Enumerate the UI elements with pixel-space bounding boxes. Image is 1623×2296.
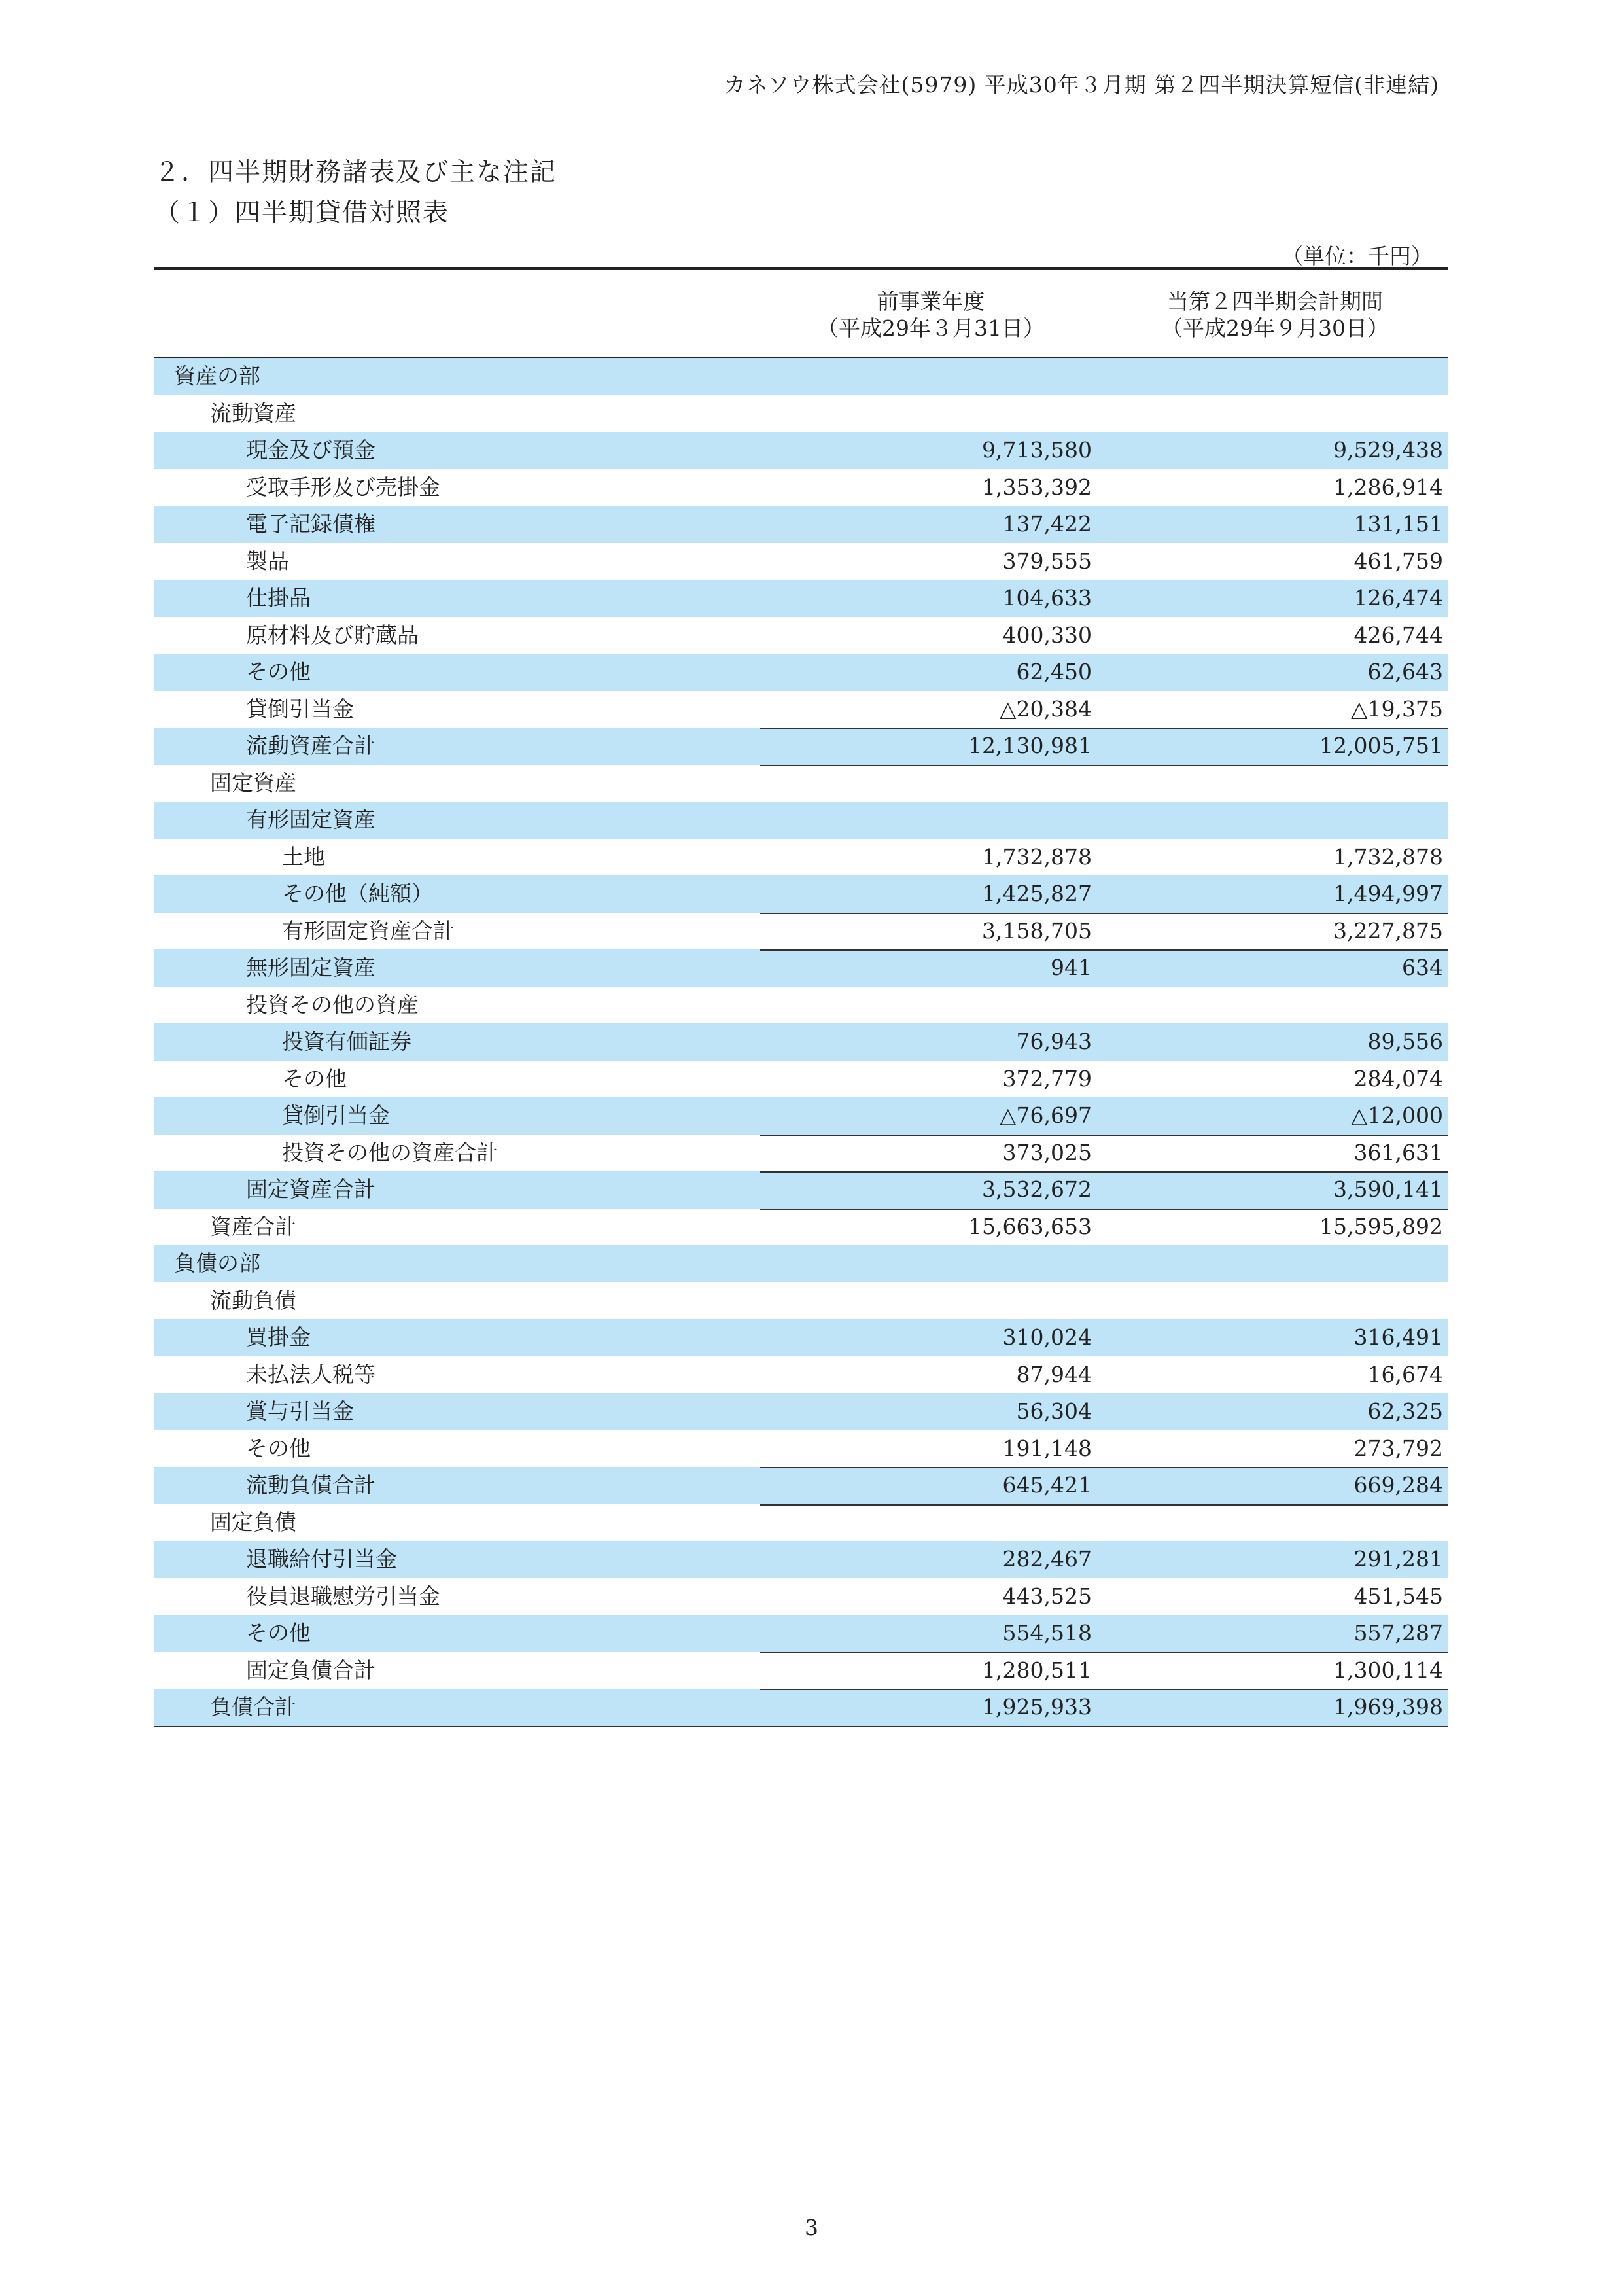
- row-label: 負債合計: [210, 1694, 296, 1720]
- value-previous-year: 15,663,653: [968, 1213, 1092, 1239]
- table-row: [154, 987, 1448, 1024]
- table-row: [154, 395, 1448, 433]
- table-row: [154, 1171, 1448, 1209]
- value-current-quarter: 15,595,892: [1319, 1213, 1443, 1239]
- value-previous-year: 1,732,878: [982, 843, 1092, 870]
- value-current-quarter: △12,000: [1351, 1103, 1443, 1128]
- row-label: 現金及び預金: [246, 437, 375, 463]
- row-label: 固定資産: [210, 769, 296, 796]
- row-label: 投資有価証券: [282, 1029, 411, 1054]
- table-row: [154, 1319, 1448, 1356]
- value-previous-year: 400,330: [1002, 622, 1092, 648]
- value-previous-year: 1,353,392: [982, 474, 1092, 500]
- table-row: [154, 1689, 1448, 1727]
- table-row: [154, 580, 1448, 617]
- value-previous-year: 56,304: [1016, 1398, 1092, 1424]
- value-current-quarter: 89,556: [1367, 1029, 1443, 1054]
- table-row: [154, 358, 1448, 395]
- table-row: [154, 1467, 1448, 1504]
- column-header-current-date: （平成29年９月30日）: [1161, 315, 1389, 341]
- value-current-quarter: 291,281: [1353, 1546, 1443, 1572]
- table-row: [154, 839, 1448, 876]
- table-row: [154, 654, 1448, 691]
- table-row: [154, 1245, 1448, 1282]
- row-label: 投資その他の資産合計: [282, 1139, 498, 1165]
- table-row: [154, 913, 1448, 950]
- value-current-quarter: 461,759: [1353, 548, 1443, 574]
- table-row: [154, 1135, 1448, 1172]
- value-current-quarter: 62,643: [1367, 659, 1443, 684]
- table-row: [154, 1061, 1448, 1098]
- row-label: 買掛金: [246, 1324, 311, 1350]
- column-header-previous-year: [760, 288, 1102, 342]
- row-label: 有形固定資産: [246, 807, 375, 832]
- row-label: その他: [246, 659, 311, 684]
- table-row: [154, 543, 1448, 580]
- value-current-quarter: 316,491: [1353, 1324, 1443, 1350]
- table-row: [154, 506, 1448, 543]
- row-label: 負債の部: [174, 1250, 260, 1276]
- value-previous-year: 137,422: [1002, 511, 1092, 537]
- column-header-previous-date: （平成29年３月31日）: [817, 315, 1045, 341]
- value-previous-year: 941: [1051, 955, 1092, 980]
- value-previous-year: 1,925,933: [982, 1694, 1092, 1720]
- table-body: [154, 358, 1448, 1727]
- value-previous-year: 87,944: [1016, 1361, 1092, 1387]
- table-row: [154, 1430, 1448, 1468]
- table-row: [154, 1652, 1448, 1689]
- value-current-quarter: 12,005,751: [1319, 733, 1443, 758]
- value-previous-year: 3,532,672: [982, 1176, 1092, 1202]
- value-current-quarter: 62,325: [1367, 1398, 1443, 1424]
- value-current-quarter: 1,732,878: [1333, 843, 1443, 870]
- row-label: 流動負債: [210, 1287, 296, 1313]
- row-label: 流動資産合計: [246, 733, 375, 758]
- value-current-quarter: 16,674: [1367, 1361, 1443, 1387]
- row-label: 無形固定資産: [246, 955, 375, 980]
- table-row: [154, 765, 1448, 802]
- value-previous-year: 1,425,827: [982, 881, 1092, 906]
- table-row: [154, 617, 1448, 654]
- table-row: [154, 949, 1448, 987]
- value-previous-year: 554,518: [1002, 1620, 1092, 1646]
- value-current-quarter: 284,074: [1353, 1065, 1443, 1091]
- table-row: [154, 728, 1448, 765]
- value-previous-year: 373,025: [1002, 1139, 1092, 1165]
- table-row: [154, 1097, 1448, 1135]
- value-previous-year: 76,943: [1016, 1029, 1092, 1054]
- row-label: 退職給付引当金: [246, 1546, 397, 1572]
- table-row: [154, 1393, 1448, 1430]
- table-row: [154, 802, 1448, 839]
- row-label: 仕掛品: [246, 585, 311, 610]
- value-previous-year: 282,467: [1002, 1546, 1092, 1572]
- value-current-quarter: 126,474: [1353, 585, 1443, 610]
- table-row: [154, 1504, 1448, 1542]
- row-label: 原材料及び貯蔵品: [246, 622, 419, 648]
- value-previous-year: 9,713,580: [982, 437, 1092, 463]
- table-row: [154, 1578, 1448, 1616]
- value-current-quarter: 557,287: [1353, 1620, 1443, 1646]
- value-current-quarter: 426,744: [1353, 622, 1443, 648]
- row-label: 流動資産: [210, 400, 296, 426]
- value-previous-year: 62,450: [1016, 659, 1092, 684]
- value-current-quarter: 9,529,438: [1333, 437, 1443, 463]
- column-header-previous-title: 前事業年度: [877, 289, 985, 314]
- value-previous-year: 645,421: [1002, 1472, 1092, 1498]
- table-row: [154, 691, 1448, 728]
- row-label: 貸倒引当金: [282, 1103, 390, 1128]
- row-label: 投資その他の資産: [246, 991, 419, 1017]
- row-label: 固定資産合計: [246, 1176, 375, 1202]
- value-current-quarter: 361,631: [1353, 1139, 1443, 1165]
- value-previous-year: △20,384: [1000, 696, 1092, 722]
- table-row: [154, 1023, 1448, 1061]
- value-previous-year: 1,280,511: [982, 1657, 1092, 1683]
- row-label: 製品: [246, 548, 289, 574]
- unit-label: （単位：千円）: [1282, 243, 1433, 269]
- row-label: 土地: [282, 843, 325, 870]
- value-current-quarter: △19,375: [1351, 696, 1443, 722]
- value-previous-year: 379,555: [1002, 548, 1092, 574]
- table-row: [154, 1356, 1448, 1394]
- value-current-quarter: 3,227,875: [1333, 917, 1443, 944]
- row-label: その他: [246, 1620, 311, 1646]
- row-label: 流動負債合計: [246, 1472, 375, 1498]
- value-current-quarter: 1,494,997: [1333, 881, 1443, 906]
- section-title: ２．四半期財務諸表及び主な注記: [154, 158, 557, 187]
- value-current-quarter: 669,284: [1353, 1472, 1443, 1498]
- row-label: 電子記録債権: [246, 511, 375, 537]
- row-label: 役員退職慰労引当金: [246, 1583, 440, 1609]
- table-row: [154, 1209, 1448, 1246]
- table-row: [154, 432, 1448, 469]
- value-current-quarter: 273,792: [1353, 1435, 1443, 1461]
- section-subtitle: （１）四半期貸借対照表: [154, 198, 450, 228]
- table-row: [154, 1282, 1448, 1320]
- row-label: 資産の部: [174, 363, 260, 389]
- value-current-quarter: 1,969,398: [1333, 1694, 1443, 1720]
- row-label: 未払法人税等: [246, 1361, 375, 1387]
- page-number: 3: [805, 2215, 818, 2240]
- row-label: その他: [282, 1065, 347, 1091]
- column-header-current-title: 当第２四半期会計期間: [1167, 289, 1383, 314]
- value-current-quarter: 131,151: [1353, 511, 1443, 537]
- row-label: 有形固定資産合計: [282, 917, 455, 944]
- value-current-quarter: 451,545: [1353, 1583, 1443, 1609]
- row-label: 固定負債合計: [246, 1657, 375, 1683]
- row-label: 受取手形及び売掛金: [246, 474, 440, 500]
- row-label: 賞与引当金: [246, 1398, 354, 1424]
- row-label: その他: [246, 1435, 311, 1461]
- table-header: [154, 270, 1448, 358]
- row-label: その他（純額）: [282, 881, 433, 906]
- table-row: [154, 875, 1448, 913]
- table-row: [154, 1615, 1448, 1652]
- row-label: 資産合計: [210, 1213, 296, 1239]
- value-previous-year: 191,148: [1002, 1435, 1092, 1461]
- value-previous-year: 3,158,705: [982, 917, 1092, 944]
- value-previous-year: 443,525: [1002, 1583, 1092, 1609]
- value-previous-year: 12,130,981: [968, 733, 1092, 758]
- value-previous-year: 372,779: [1002, 1065, 1092, 1091]
- table-row: [154, 469, 1448, 506]
- page-header: カネソウ株式会社(5979) 平成30年３月期 第２四半期決算短信(非連結): [724, 72, 1439, 97]
- value-current-quarter: 634: [1402, 955, 1443, 980]
- value-current-quarter: 3,590,141: [1333, 1176, 1443, 1202]
- row-label: 固定負債: [210, 1509, 296, 1535]
- balance-sheet-table: [154, 267, 1448, 1727]
- column-header-current-quarter: [1102, 288, 1448, 342]
- value-previous-year: △76,697: [1000, 1103, 1092, 1128]
- row-label: 貸倒引当金: [246, 696, 354, 722]
- value-previous-year: 310,024: [1002, 1324, 1092, 1350]
- table-row: [154, 1541, 1448, 1578]
- value-current-quarter: 1,300,114: [1333, 1657, 1443, 1683]
- value-previous-year: 104,633: [1002, 585, 1092, 610]
- value-current-quarter: 1,286,914: [1333, 474, 1443, 500]
